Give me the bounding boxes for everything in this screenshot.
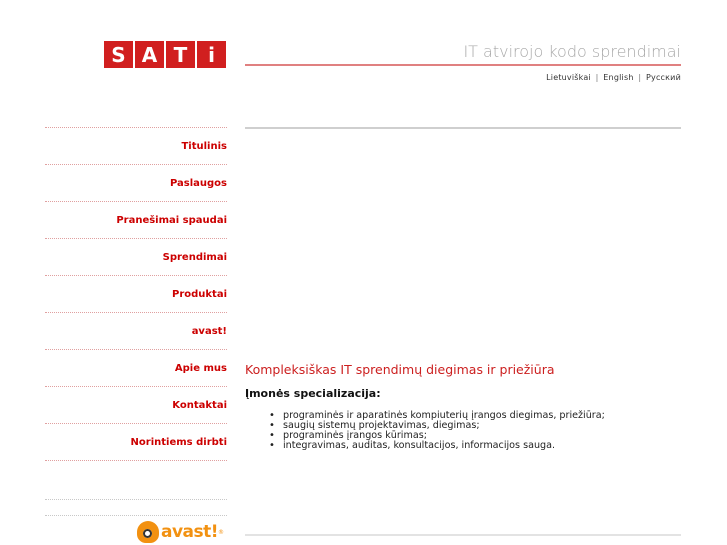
lang-russian-link[interactable]: Русский — [646, 73, 681, 82]
logo-letter-a: A — [135, 41, 164, 68]
sidebar-bottom-divider — [45, 499, 227, 500]
avast-wordmark: avast! — [161, 522, 219, 542]
list-item: • saugių sistemų projektavimas, diegimas; — [269, 421, 695, 431]
specialization-list — [245, 411, 695, 451]
list-item: • programinės ir aparatinės kompiuterių įrangos diegimas, priežiūra; — [269, 411, 695, 421]
list-item: • integravimas, auditas, konsultacijos, informacijos sauga. — [269, 441, 695, 451]
avast-logo-icon — [137, 521, 159, 543]
list-item: • programinės įrangos kūrimas; — [269, 431, 695, 441]
specialization-heading: Įmonės specializacija: — [245, 387, 381, 400]
nav-item-apie-mus[interactable]: Apie mus — [174, 362, 227, 374]
site-tagline: IT atvirojo kodo sprendimai — [463, 42, 681, 61]
page-heading: Kompleksiškas IT sprendimų diegimas ir priežiūra — [245, 362, 555, 377]
nav-item-produktai[interactable]: Produktai — [171, 288, 227, 300]
main-content — [245, 362, 695, 451]
nav-item-paslaugos[interactable]: Paslaugos — [169, 177, 227, 189]
nav-item-titulinis[interactable]: Titulinis — [181, 140, 227, 152]
lang-lithuanian-link[interactable]: Lietuviškai — [546, 73, 591, 82]
sidebar-bottom-divider — [45, 515, 227, 516]
logo-letter-s: S — [104, 41, 133, 68]
lang-separator: | — [595, 73, 599, 82]
header-divider — [245, 64, 681, 66]
nav-divider — [45, 460, 227, 461]
nav-item-kontaktai[interactable]: Kontaktai — [172, 399, 227, 411]
logo-letter-t: T — [166, 41, 195, 68]
nav-item-avast[interactable]: avast! — [191, 325, 227, 337]
content-bottom-divider — [245, 534, 681, 536]
lang-english-link[interactable]: English — [603, 73, 634, 82]
nav-item-sprendimai[interactable]: Sprendimai — [162, 251, 227, 263]
avast-banner-link[interactable] — [137, 521, 224, 543]
logo-letter-i: i — [197, 41, 226, 68]
language-switcher — [546, 73, 681, 82]
lang-separator: | — [638, 73, 642, 82]
sidebar-nav — [45, 127, 227, 461]
nav-item-norintiems-dirbti[interactable]: Norintiems dirbti — [130, 436, 227, 448]
nav-item-pranesimai-spaudai[interactable]: Pranešimai spaudai — [116, 214, 227, 226]
sati-logo[interactable] — [104, 41, 226, 68]
registered-mark: ® — [218, 528, 225, 536]
content-top-divider — [245, 127, 681, 129]
